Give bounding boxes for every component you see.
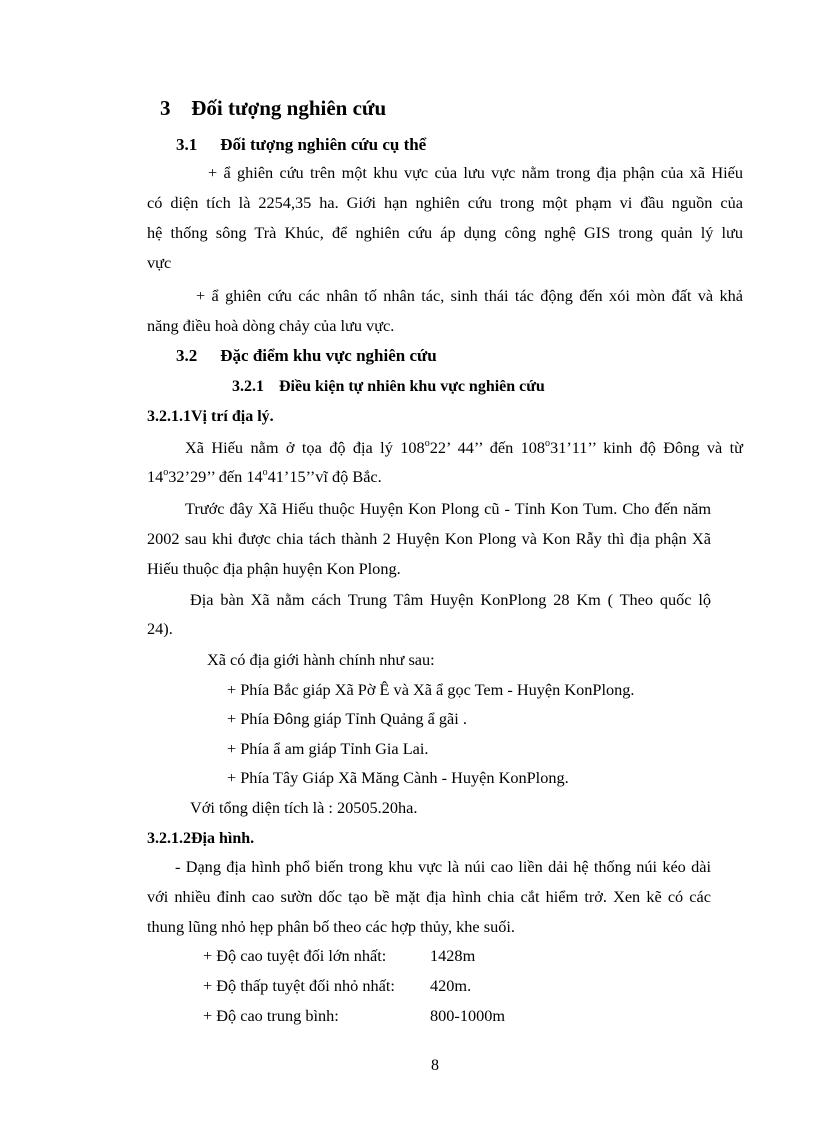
section-title: Đặc điểm khu vực nghiên cứu [220,346,437,365]
degree-sign: o [424,438,430,449]
stat-value: 420m. [430,976,472,995]
stat-label: + Độ cao tuyệt đối lớn nhất: [203,946,387,965]
elevation-stat [203,1006,505,1026]
section-3-2-heading [176,346,437,366]
section-3-1-heading [176,135,426,155]
section-3-2-1-1-heading: 3.2.1.1Vị trí địa lý. [147,408,274,425]
section-3-2-1-2-heading: 3.2.1.2Địa hình. [147,830,255,847]
paragraph-line: hệ thống sông Trà Khúc, để nghiên cứu áp dụng công nghệ GIS trong quản lý lưu [147,223,743,242]
section-number: 3.2.1 [232,378,264,395]
elevation-stat [203,946,475,966]
stat-value: 800-1000m [430,1006,506,1025]
paragraph-line: 2002 sau khi được chia tách thành 2 Huyện Kon Plong và Kon Rẫy thì địa phận Xã [147,529,711,548]
section-number: 3 [160,96,171,120]
section-3-2-1-heading [232,378,545,396]
degree-sign: o [262,467,268,478]
paragraph-line: Địa bàn Xã nằm cách Trung Tâm Huyện KonPlong 28 Km ( Theo quốc lộ [190,590,711,609]
section-3-heading [160,96,386,121]
degree-sign: o [545,438,551,449]
coord-text: 32’29’’ đến 14 [168,467,263,486]
section-title: Điều kiện tự nhiên khu vực nghiên cứu [279,378,545,395]
elevation-stat [203,976,471,996]
borders-intro: Xã có địa giới hành chính như sau: [207,650,435,669]
section-title: Đối tượng nghiên cứu [191,96,387,120]
paragraph-line: + ẩ ghiên cứu trên một khu vực của lưu vực nằm trong địa phận của xã Hiếu [208,163,743,182]
coord-text: Xã Hiếu nằm ở tọa độ địa lý 108 [185,438,425,457]
border-item: + Phía Bắc giáp Xã Pờ Ê và Xã ẩ gọc Tem - Huyện KonPlong. [227,680,635,699]
section-number: 3.1 [176,135,198,154]
section-title: Đối tượng nghiên cứu cụ thể [220,135,427,154]
paragraph-line: với nhiều đỉnh cao sườn dốc tạo bề mặt địa hình chia cắt hiểm trở. Xen kẽ có các [147,887,711,906]
paragraph-line: có diện tích là 2254,35 ha. Giới hạn nghiên cứu trong một phạm vi đầu nguồn của [147,193,743,212]
paragraph-line: vực [147,253,172,272]
coord-text: 31’11’’ kinh độ Đông và từ [550,438,744,457]
page-number: 8 [431,1057,439,1074]
paragraph-line: + ẩ ghiên cứu các nhân tố nhân tác, sinh thái tác động đến xói mòn đất và khả [196,286,743,305]
paragraph-line: năng điều hoà dòng chảy của lưu vực. [147,316,395,335]
border-item: + Phía Đông giáp Tỉnh Quảng ẩ gãi . [227,709,467,728]
stat-value: 1428m [430,946,476,965]
total-area: Với tổng diện tích là : 20505.20ha. [190,798,418,817]
coord-text: 14 [147,467,164,486]
stat-label: + Độ cao trung bình: [203,1006,339,1025]
border-item: + Phía ẩ am giáp Tỉnh Gia Lai. [227,739,429,758]
coordinates-line [185,438,743,458]
paragraph-line: 24). [147,619,173,638]
section-number: 3.2 [176,346,198,365]
paragraph-line: Trước đây Xã Hiếu thuộc Huyện Kon Plong cũ - Tỉnh Kon Tum. Cho đến năm [185,499,711,518]
coordinates-line [147,467,382,487]
coord-text: 22’ 44’’ đến 108 [429,438,546,457]
paragraph-line: Hiếu thuộc địa phận huyện Kon Plong. [147,559,401,578]
paragraph-line: thung lũng nhỏ hẹp phân bố theo các hợp thủy, khe suối. [147,917,515,936]
paragraph-line: - Dạng địa hình phổ biến trong khu vực là núi cao liền dải hệ thống núi kéo dài [175,857,711,876]
degree-sign: o [163,467,169,478]
coord-text: 41’15’’vĩ độ Bắc. [267,467,382,486]
stat-label: + Độ thấp tuyệt đối nhỏ nhất: [203,976,395,995]
border-item: + Phía Tây Giáp Xã Măng Cành - Huyện KonPlong. [227,768,569,787]
